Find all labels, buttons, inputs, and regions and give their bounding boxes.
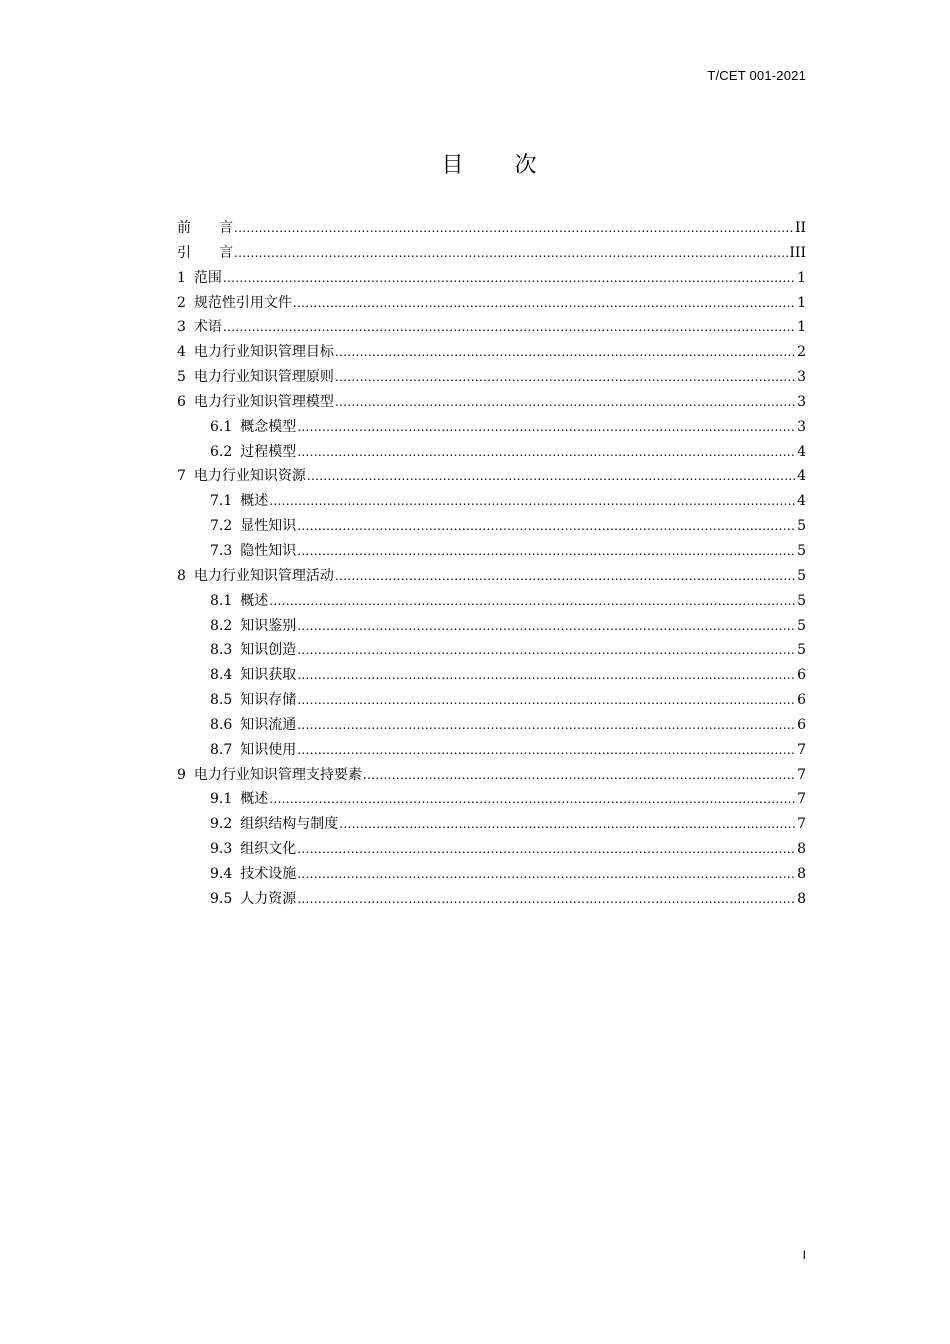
toc-entry-number: 7.2 [210, 518, 233, 535]
toc-entry-page: 5 [797, 542, 806, 559]
toc-entry-label: 知识存储 [240, 692, 297, 709]
toc-dot-leader [335, 390, 796, 415]
toc-entry-label: 过程模型 [240, 443, 297, 460]
toc-entry-label: 术语 [193, 319, 222, 336]
toc-entry-number: 8.1 [210, 592, 233, 609]
toc-entry[interactable] [177, 539, 806, 564]
toc-entry-page: III [789, 244, 806, 261]
toc-entry-number: 8.5 [210, 692, 233, 709]
toc-entry-page: 4 [797, 443, 806, 460]
toc-entry-number: 7.3 [210, 542, 233, 559]
toc-entry[interactable] [177, 266, 806, 291]
toc-dot-leader [269, 489, 796, 514]
toc-entry[interactable] [177, 862, 806, 887]
toc-entry-label: 电力行业知识资源 [193, 468, 306, 485]
toc-dot-leader [223, 266, 796, 291]
toc-entry-number: 8.2 [210, 617, 233, 634]
toc-entry-page: 3 [797, 393, 806, 410]
toc-entry-number: 1 [177, 269, 186, 286]
toc-dot-leader [223, 315, 796, 340]
toc-entry[interactable] [177, 390, 806, 415]
toc-entry-label: 电力行业知识管理模型 [193, 393, 334, 410]
toc-dot-leader [293, 291, 796, 316]
toc-entry-label: 知识获取 [240, 667, 297, 684]
toc-entry[interactable] [177, 340, 806, 365]
toc-entry-page: 5 [797, 518, 806, 535]
toc-entry-label: 前 言 [177, 220, 233, 236]
toc-entry[interactable] [177, 241, 806, 266]
toc-entry-page: 6 [797, 667, 806, 684]
toc-entry-number: 6 [177, 393, 186, 410]
toc-entry-page: 5 [797, 617, 806, 634]
toc-entry-page: 3 [797, 369, 806, 386]
toc-entry-page: 8 [797, 865, 806, 882]
toc-entry-number: 9.5 [210, 890, 233, 907]
toc-dot-leader [335, 564, 796, 589]
toc-entry-label: 电力行业知识管理活动 [193, 567, 334, 584]
toc-entry-number: 6.1 [210, 418, 233, 435]
toc-dot-leader [307, 464, 796, 489]
toc-entry-page: 1 [797, 319, 806, 336]
toc-dot-leader [234, 241, 788, 266]
toc-entry[interactable] [177, 216, 806, 241]
toc-entry-page: 8 [797, 890, 806, 907]
toc-entry-label: 电力行业知识管理目标 [193, 344, 334, 361]
toc-entry-page: 7 [797, 816, 806, 833]
toc-dot-leader [363, 763, 796, 788]
toc-entry[interactable] [177, 614, 806, 639]
toc-entry-page: II [794, 220, 806, 236]
toc-entry-number: 8.4 [210, 667, 233, 684]
toc-entry[interactable] [177, 763, 806, 788]
toc-entry[interactable] [177, 365, 806, 390]
toc-entry-label: 人力资源 [240, 890, 297, 907]
toc-entry[interactable] [177, 440, 806, 465]
toc-dot-leader [297, 887, 796, 912]
toc-entry[interactable] [177, 713, 806, 738]
toc-entry-page: 7 [797, 766, 806, 783]
toc-dot-leader [297, 415, 796, 440]
toc-entry-page: 8 [797, 841, 806, 858]
toc-dot-leader [335, 365, 796, 390]
toc-entry-label: 电力行业知识管理原则 [193, 369, 334, 386]
toc-entry-page: 5 [797, 592, 806, 609]
toc-entry-label: 知识使用 [240, 741, 297, 758]
toc-entry-label: 组织文化 [240, 841, 297, 858]
toc-dot-leader [269, 589, 796, 614]
table-of-contents [177, 216, 806, 912]
toc-dot-leader [297, 539, 796, 564]
toc-entry-page: 5 [797, 567, 806, 584]
toc-entry-page: 7 [797, 741, 806, 758]
toc-entry-label: 规范性引用文件 [193, 294, 292, 311]
toc-entry-label: 技术设施 [240, 865, 297, 882]
toc-dot-leader [297, 837, 796, 862]
toc-entry-number: 9 [177, 766, 186, 783]
toc-entry-label: 知识鉴别 [240, 617, 297, 634]
toc-dot-leader [297, 663, 796, 688]
toc-entry[interactable] [177, 738, 806, 763]
toc-entry-label: 引 言 [177, 244, 233, 261]
toc-entry[interactable] [177, 663, 806, 688]
toc-entry[interactable] [177, 887, 806, 912]
toc-entry-number: 7.1 [210, 493, 233, 510]
toc-entry-page: 1 [797, 294, 806, 311]
toc-entry[interactable] [177, 812, 806, 837]
toc-entry[interactable] [177, 514, 806, 539]
toc-entry-number: 8.6 [210, 716, 233, 733]
toc-entry-page: 5 [797, 642, 806, 659]
toc-entry-number: 4 [177, 344, 186, 361]
page-number: I [802, 1248, 806, 1262]
toc-dot-leader [269, 787, 796, 812]
toc-entry-page: 7 [797, 791, 806, 808]
toc-entry-page: 6 [797, 692, 806, 709]
toc-entry[interactable] [177, 315, 806, 340]
toc-entry[interactable] [177, 489, 806, 514]
toc-entry[interactable] [177, 688, 806, 713]
toc-dot-leader [297, 614, 796, 639]
toc-entry-label: 概述 [240, 791, 269, 808]
toc-dot-leader [297, 638, 796, 663]
toc-entry-label: 知识创造 [240, 642, 297, 659]
toc-entry-label: 概述 [240, 493, 269, 510]
toc-entry-label: 概念模型 [240, 418, 297, 435]
document-code: T/CET 001-2021 [707, 68, 806, 83]
toc-entry[interactable] [177, 837, 806, 862]
toc-entry-number: 8 [177, 567, 186, 584]
toc-entry-number: 9.1 [210, 791, 233, 808]
toc-title: 目 次 [441, 153, 559, 178]
toc-entry[interactable] [177, 291, 806, 316]
toc-dot-leader [339, 812, 796, 837]
toc-entry[interactable] [177, 589, 806, 614]
toc-entry[interactable] [177, 464, 806, 489]
toc-entry-number: 8.3 [210, 642, 233, 659]
toc-entry-number: 2 [177, 294, 186, 311]
toc-dot-leader [297, 440, 796, 465]
toc-entry-page: 6 [797, 716, 806, 733]
toc-entry-number: 5 [177, 369, 186, 386]
toc-entry-label: 范围 [193, 269, 222, 286]
toc-entry-page: 3 [797, 418, 806, 435]
toc-dot-leader [234, 216, 794, 241]
toc-entry[interactable] [177, 638, 806, 663]
toc-entry[interactable] [177, 415, 806, 440]
toc-dot-leader [297, 738, 796, 763]
toc-entry-label: 知识流通 [240, 716, 297, 733]
toc-entry-label: 隐性知识 [240, 542, 297, 559]
toc-dot-leader [297, 713, 796, 738]
toc-entry-page: 4 [797, 468, 806, 485]
toc-entry-page: 1 [797, 269, 806, 286]
toc-dot-leader [297, 688, 796, 713]
toc-entry-label: 概述 [240, 592, 269, 609]
toc-entry-page: 2 [797, 344, 806, 361]
toc-entry-label: 电力行业知识管理支持要素 [193, 766, 362, 783]
toc-entry-label: 显性知识 [240, 518, 297, 535]
toc-entry[interactable] [177, 787, 806, 812]
toc-entry[interactable] [177, 564, 806, 589]
toc-entry-number: 9.3 [210, 841, 233, 858]
toc-entry-number: 6.2 [210, 443, 233, 460]
toc-entry-page: 4 [797, 493, 806, 510]
toc-dot-leader [335, 340, 796, 365]
toc-entry-number: 9.2 [210, 816, 233, 833]
toc-entry-number: 9.4 [210, 865, 233, 882]
toc-entry-number: 8.7 [210, 741, 233, 758]
toc-dot-leader [297, 862, 796, 887]
toc-entry-label: 组织结构与制度 [240, 816, 339, 833]
toc-dot-leader [297, 514, 796, 539]
toc-entry-number: 3 [177, 319, 186, 336]
toc-entry-number: 7 [177, 468, 186, 485]
